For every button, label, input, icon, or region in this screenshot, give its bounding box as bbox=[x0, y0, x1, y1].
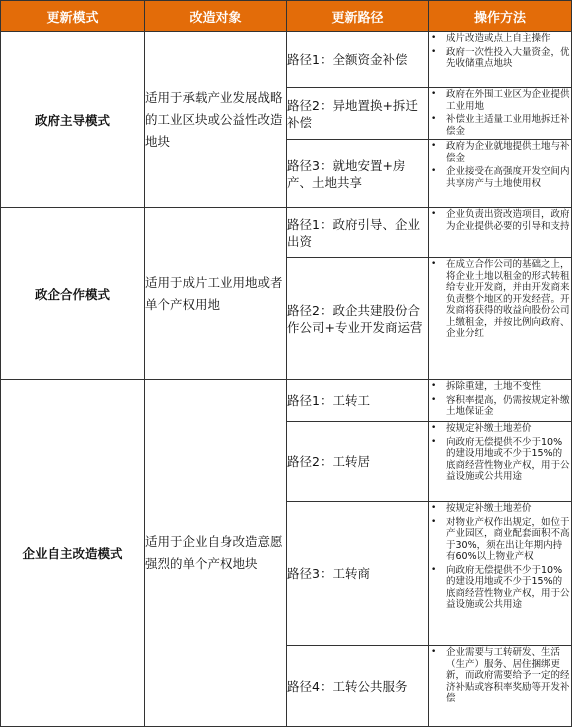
method-cell bbox=[429, 32, 572, 88]
method-bullet: • 政府在外围工业区为企业提供工业用地 bbox=[429, 89, 571, 112]
method-cell bbox=[429, 422, 572, 502]
mode-cell: 政企合作模式 bbox=[1, 208, 145, 380]
target-cell: 适用于成片工业用地或者单个产权用地 bbox=[145, 208, 287, 380]
path-cell: 路径1：政府引导、企业出资 bbox=[287, 208, 429, 258]
table-row bbox=[1, 380, 572, 422]
header-row bbox=[1, 1, 572, 32]
method-bullet: • 拆除重建，土地不变性 bbox=[429, 381, 571, 393]
path-cell: 路径1：全额资金补偿 bbox=[287, 32, 429, 88]
method-bullet: • 补偿业主适量工业用地拆迁补偿金 bbox=[429, 114, 571, 137]
method-bullet: • 企业负责出资改造项目，政府为企业提供必要的引导和支持 bbox=[429, 209, 571, 232]
header-method: 操作方法 bbox=[429, 1, 572, 32]
method-bullet: • 按规定补缴土地差价 bbox=[429, 423, 571, 435]
method-bullet: • 企业需要与工转研发、生活（生产）服务、居住捆绑更新，而政府需要给予一定的经济补贴或容积率奖励等开发补偿 bbox=[429, 647, 571, 705]
path-cell: 路径3：工转商 bbox=[287, 502, 429, 646]
path-cell: 路径1：工转工 bbox=[287, 380, 429, 422]
mode-cell: 企业自主改造模式 bbox=[1, 380, 145, 727]
target-cell: 适用于企业自身改造意愿强烈的单个产权地块 bbox=[145, 380, 287, 727]
header-path: 更新路径 bbox=[287, 1, 429, 32]
path-cell: 路径4：工转公共服务 bbox=[287, 646, 429, 727]
target-cell: 适用于承载产业发展战略的工业区块或公益性改造地块 bbox=[145, 32, 287, 208]
path-cell: 路径2：工转居 bbox=[287, 422, 429, 502]
table-row bbox=[1, 208, 572, 258]
method-bullet: • 成片改造或点上自主操作 bbox=[429, 33, 571, 45]
method-bullet: • 企业接受在高强度开发空间内共享房产与土地使用权 bbox=[429, 166, 571, 189]
method-bullet: • 按规定补缴土地差价 bbox=[429, 503, 571, 515]
mode-cell: 政府主导模式 bbox=[1, 32, 145, 208]
path-cell: 路径3：就地安置+房产、土地共享 bbox=[287, 140, 429, 208]
path-cell: 路径2：政企共建股份合作公司+专业开发商运营 bbox=[287, 258, 429, 380]
header-mode: 更新模式 bbox=[1, 1, 145, 32]
method-cell bbox=[429, 208, 572, 258]
method-bullet: • 向政府无偿提供不少于10%的建设用地或不少于15%的底商经营性物业产权，用于公益设施或公共用途 bbox=[429, 565, 571, 611]
method-cell bbox=[429, 502, 572, 646]
method-bullet: • 政府一次性投入大量资金，优先收储重点地块 bbox=[429, 47, 571, 70]
method-cell bbox=[429, 646, 572, 727]
method-bullet: • 容积率提高，仍需按规定补缴土地保证金 bbox=[429, 395, 571, 418]
method-bullet: • 政府为企业就地提供土地与补偿金 bbox=[429, 141, 571, 164]
method-cell bbox=[429, 380, 572, 422]
method-bullet: • 向政府无偿提供不少于10%的建设用地或不少于15%的底商经营性物业产权，用于公益设施或公共用途 bbox=[429, 437, 571, 483]
method-cell bbox=[429, 140, 572, 208]
method-bullet: • 在成立合作公司的基础之上，将企业土地以租金的形式转租给专业开发商，并由开发商来负责整个地区的开发经营。开发商将获得的收益向股份公司上缴租金，并按比例向政府、企业分红 bbox=[429, 259, 571, 340]
path-cell: 路径2：异地置换+拆迁补偿 bbox=[287, 88, 429, 140]
header-target: 改造对象 bbox=[145, 1, 287, 32]
table-row bbox=[1, 32, 572, 88]
method-cell bbox=[429, 88, 572, 140]
method-bullet: • 对物业产权作出规定，如位于产业园区，商业配套面积不高于30%，须在出让年期内持有60%以上物业产权 bbox=[429, 517, 571, 563]
method-cell bbox=[429, 258, 572, 380]
